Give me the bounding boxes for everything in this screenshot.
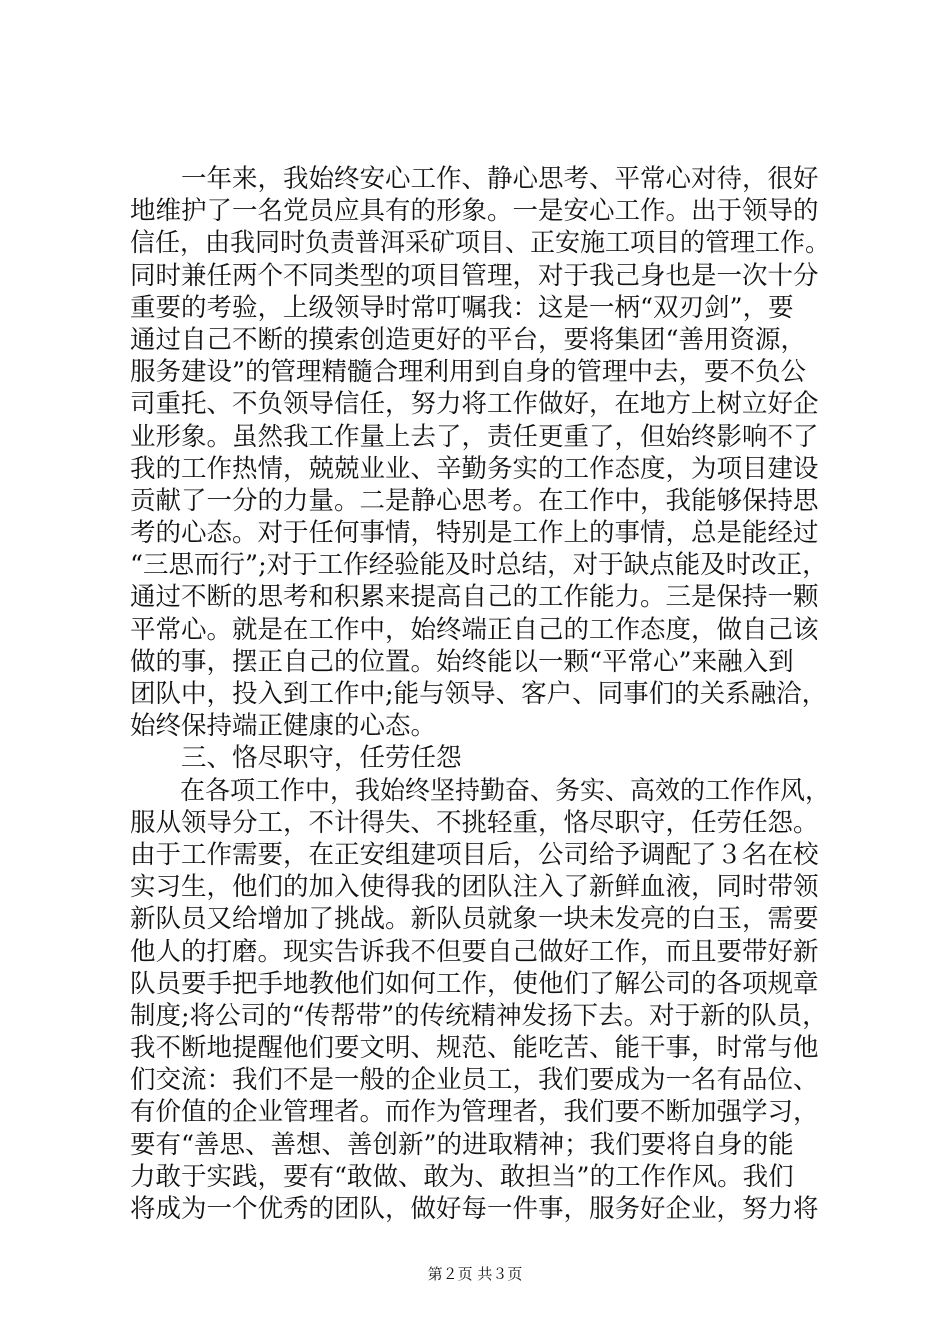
text-line: 队员要手把手地教他们如何工作，使他们了解公司的各项规章 xyxy=(130,968,819,999)
text-line: 们交流：我们不是一般的企业员工，我们要成为一名有品位、 xyxy=(130,1065,819,1096)
text-line: “三思而行”;对于工作经验能及时总结，对于缺点能及时改正， xyxy=(130,550,828,581)
text-line: 司重托、不负领导信任，努力将工作做好，在地方上树立好企 xyxy=(130,389,819,420)
text-line: 新队员又给增加了挑战。新队员就象一块未发亮的白玉，需要 xyxy=(130,904,819,935)
text-line: 我不断地提醒他们要文明、规范、能吃苦、能干事，时常与他 xyxy=(130,1033,819,1064)
text-line: 力敢于实践，要有“敢做、敢为、敢担当”的工作作风。我们 xyxy=(130,1161,794,1192)
text-line: 服从领导分工，不计得失、不挑轻重，恪尽职守，任劳任怨。 xyxy=(130,807,819,838)
text-line: 同时兼任两个不同类型的项目管理，对于我己身也是一次十分 xyxy=(130,260,819,291)
text-line: 我的工作热情，兢兢业业、辛勤务实的工作态度，为项目建设 xyxy=(130,453,819,484)
text-line: 制度;将公司的“传帮带”的传统精神发扬下去。对于新的队员， xyxy=(130,1000,828,1031)
text-line: 将成为一个优秀的团队，做好每一件事，服务好企业，努力将 xyxy=(130,1194,819,1224)
text-line: 信任，由我同时负责普洱采矿项目、正安施工项目的管理工作。 xyxy=(130,228,831,259)
text-line: 实习生，他们的加入使得我的团队注入了新鲜血液，同时带领 xyxy=(130,872,819,903)
text-line: 在各项工作中，我始终坚持勤奋、务实、高效的工作作风， xyxy=(130,775,831,806)
text-line: 团队中，投入到工作中;能与领导、客户、同事们的关系融洽， xyxy=(130,679,828,709)
text-line: 有价值的企业管理者。而作为管理者，我们要不断加强学习， xyxy=(130,1097,819,1128)
text-line: 要有“善思、善想、善创新”的进取精神；我们要将自身的能 xyxy=(130,1129,794,1160)
text-line: 由于工作需要，在正安组建项目后，公司给予调配了３名在校 xyxy=(130,839,819,870)
text-line: 重要的考验，上级领导时常叮嘱我：这是一柄“双刃剑”，要 xyxy=(130,292,794,323)
text-line: 考的心态。对于任何事情，特别是工作上的事情，总是能经过 xyxy=(130,518,819,549)
page-footer: 第２页 共３页 xyxy=(427,1265,523,1283)
text-line: 服务建设”的管理精髓合理利用到自身的管理中去，要不负公 xyxy=(130,357,807,388)
text-line: 通过不断的思考和积累来提高自己的工作能力。三是保持一颗 xyxy=(130,582,819,613)
text-line: 他人的打磨。现实告诉我不但要自己做好工作，而且要带好新 xyxy=(130,936,819,967)
text-line: 地维护了一名党员应具有的形象。一是安心工作。出于领导的 xyxy=(130,196,819,227)
text-line: 平常心。就是在工作中，始终端正自己的工作态度，做自己该 xyxy=(130,614,819,645)
text-line: 三、恪尽职守，任劳任怨 xyxy=(130,743,462,774)
text-line: 做的事，摆正自己的位置。始终能以一颗“平常心”来融入到 xyxy=(130,646,794,677)
text-line: 贡献了一分的力量。二是静心思考。在工作中，我能够保持思 xyxy=(130,485,819,516)
text-line: 业形象。虽然我工作量上去了，责任更重了，但始终影响不了 xyxy=(130,421,819,452)
text-line: 通过自己不断的摸索创造更好的平台，要将集团“善用资源， xyxy=(130,324,807,355)
text-line: 一年来，我始终安心工作、静心思考、平常心对待，很好 xyxy=(130,164,819,194)
text-line: 始终保持端正健康的心态。 xyxy=(130,711,437,742)
body-text xyxy=(130,163,830,1225)
